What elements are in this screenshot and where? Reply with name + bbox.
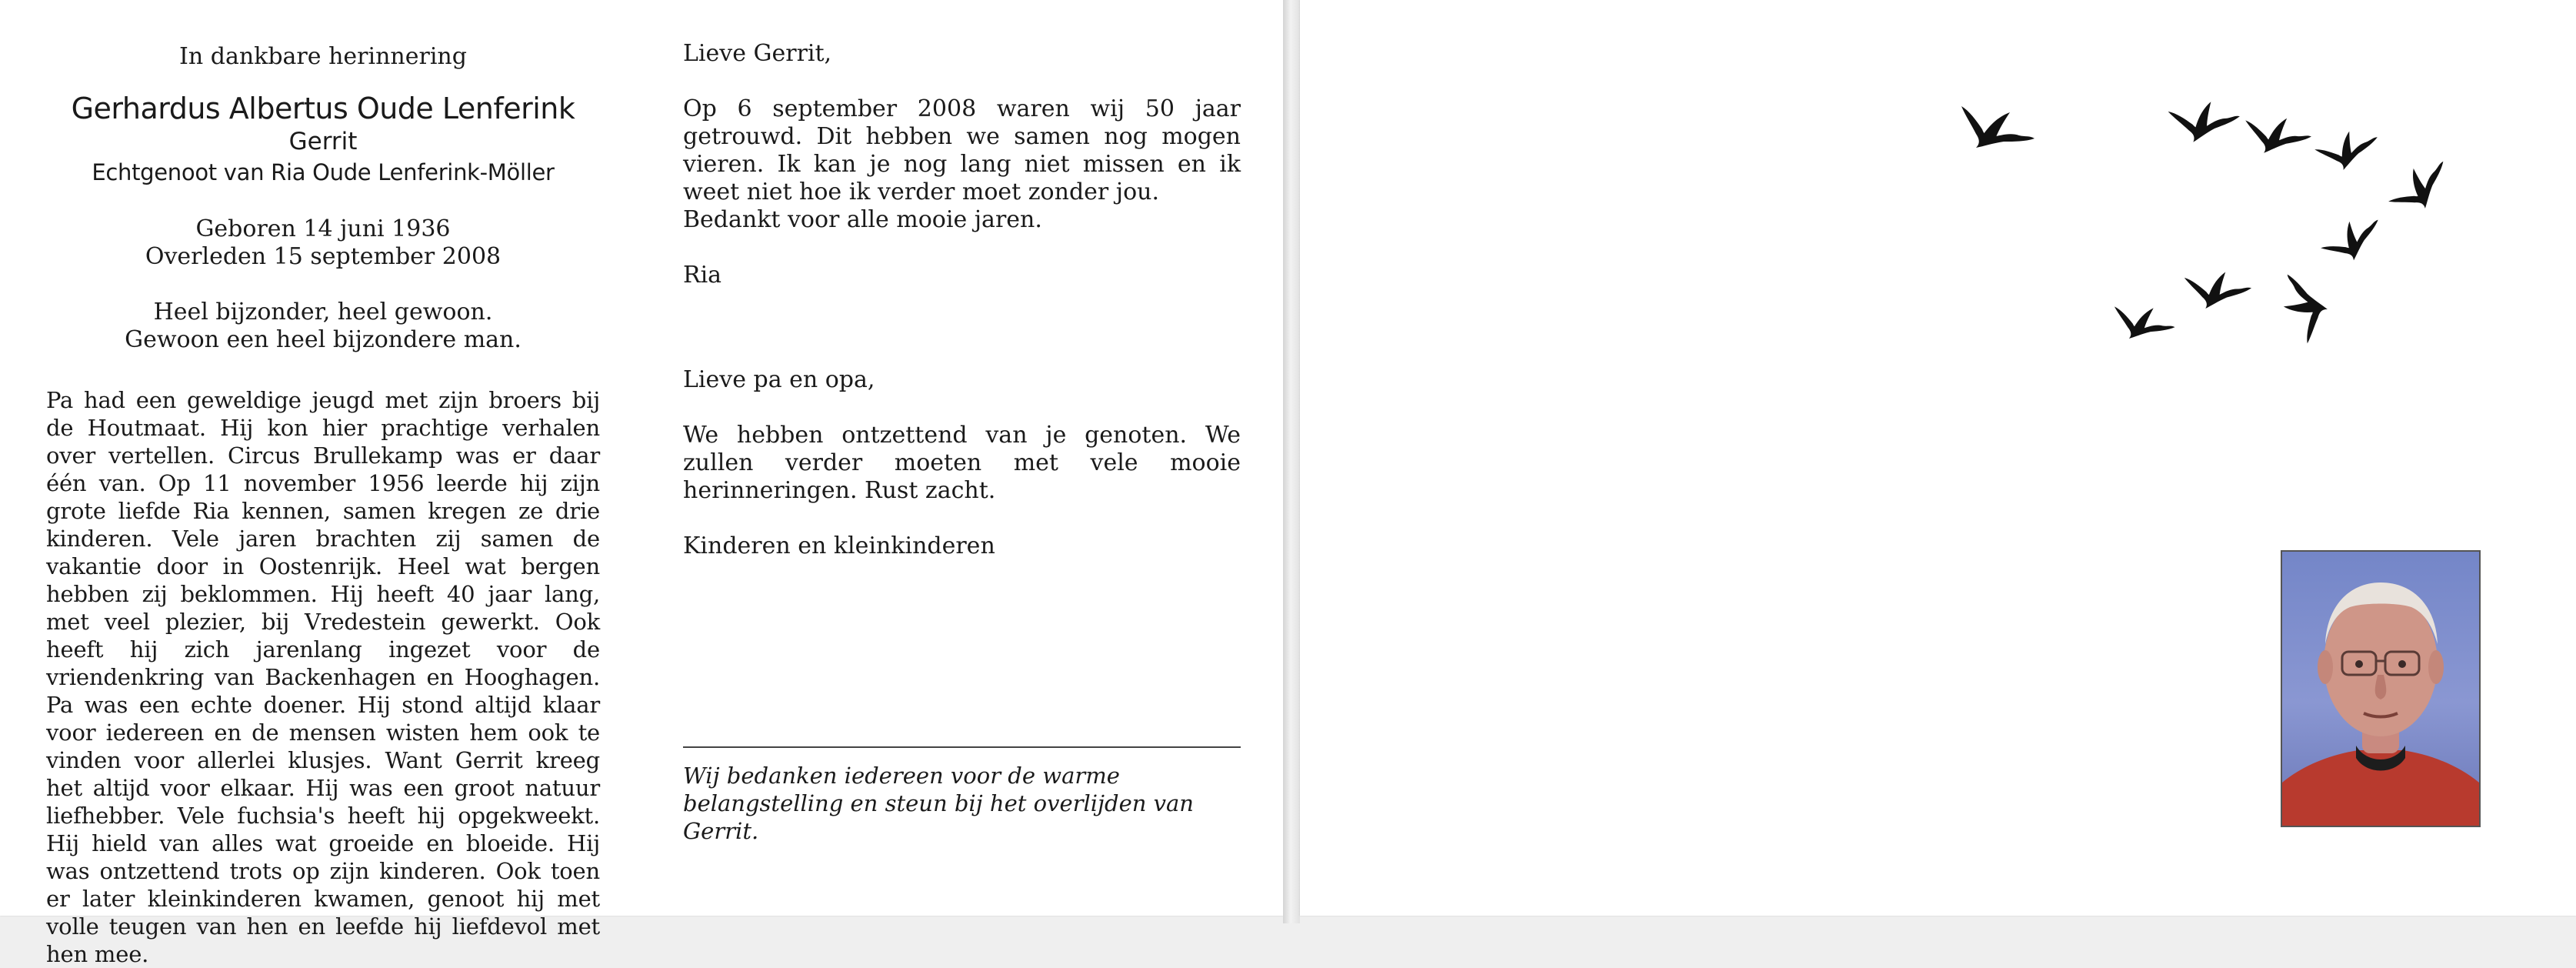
biography: Pa had een geweldige jeugd met zijn broers bij de Houtmaat. Hij kon hier prachtige verhalen over vertellen. Circus Brullekamp was er daar één van. Op 11 november 1956 leerde hij zijn grote liefde Ria kennen, samen kregen ze drie kinderen. Vele jaren brachten zij samen de vakantie door in Oostenrijk. Heel wat bergen hebben zij beklommen. Hij heeft 40 jaar lang, met veel plezier, bij Vredestein gewerkt. Ook heeft hij zich jarenlang ingezet voor de vriendenkring van Backenhagen en Hooghagen. Pa was een echte doener. Hij stond altijd klaar voor iedereen en de mensen wisten hem ook te vinden voor allerlei klusjes. Want Gerrit kreeg het altijd voor elkaar. Hij was een groot natuur liefhebber. Vele fuchsia's heeft hij opgekweekt. Hij hield van alles wat groeide en bloeide. Hij was ontzettend trots op zijn kinderen. Ook toen er later kleinkinderen kwamen, genoot hij met volle teugen van hen en leefde hij liefdevol met hen mee. <box>46 387 600 967</box>
letters-column <box>683 40 1241 560</box>
letter-signature: Ria <box>683 262 722 289</box>
birth-date: Geboren 14 juni 1936 <box>195 215 451 242</box>
motto-line: Heel bijzonder, heel gewoon. <box>153 299 493 325</box>
card-fold <box>1283 0 1300 923</box>
life-dates <box>46 215 600 271</box>
thanks-note: Wij bedanken iedereen voor de warme belangstelling en steun bij het overlijden van Gerrit. <box>683 763 1194 844</box>
motto-line: Gewoon een heel bijzondere man. <box>125 326 522 353</box>
portrait-photo <box>2281 550 2481 827</box>
letter-greeting: Lieve pa en opa, <box>683 366 875 393</box>
bird-icon <box>2184 262 2254 312</box>
motto <box>46 299 600 354</box>
nickname: Gerrit <box>288 128 358 155</box>
bird-icon <box>2265 269 2336 344</box>
intro-line: In dankbare herinnering <box>179 43 467 70</box>
letter-body: Op 6 september 2008 waren wij 50 jaar getrouwd. Dit hebben we samen nog mogen vieren. Ik kan je nog lang niet missen en ik weet niet hoe ik verder moet zonder jou. <box>683 95 1241 205</box>
spouse-line: Echtgenoot van Ria Oude Lenferink-Möller <box>92 159 555 185</box>
portrait-illustration <box>2282 552 2479 826</box>
letter-body: We hebben ontzettend van je genoten. We zullen verder moeten met vele mooie herinneringen. Rust zacht. <box>683 422 1241 504</box>
bird-icon <box>2245 109 2312 155</box>
flying-birds-illustration <box>1938 85 2477 354</box>
letter-to-pa-opa <box>683 366 1241 560</box>
bird-icon <box>1961 106 2034 148</box>
left-card-page <box>0 0 1283 967</box>
divider-line <box>683 746 1241 748</box>
letter-greeting: Lieve Gerrit, <box>683 40 832 67</box>
letter-signature: Kinderen en kleinkinderen <box>683 532 995 559</box>
letter-body: Bedankt voor alle mooie jaren. <box>683 206 1042 233</box>
bird-icon <box>2314 116 2381 177</box>
bird-icon <box>2114 302 2175 340</box>
memorial-text-column <box>46 40 600 968</box>
deceased-name: Gerhardus Albertus Oude Lenferink <box>71 92 575 125</box>
bird-icon <box>2321 203 2384 269</box>
bird-icon <box>2168 89 2243 147</box>
letter-to-gerrit <box>683 40 1241 289</box>
bird-icon <box>2388 148 2450 219</box>
death-date: Overleden 15 september 2008 <box>145 243 502 270</box>
